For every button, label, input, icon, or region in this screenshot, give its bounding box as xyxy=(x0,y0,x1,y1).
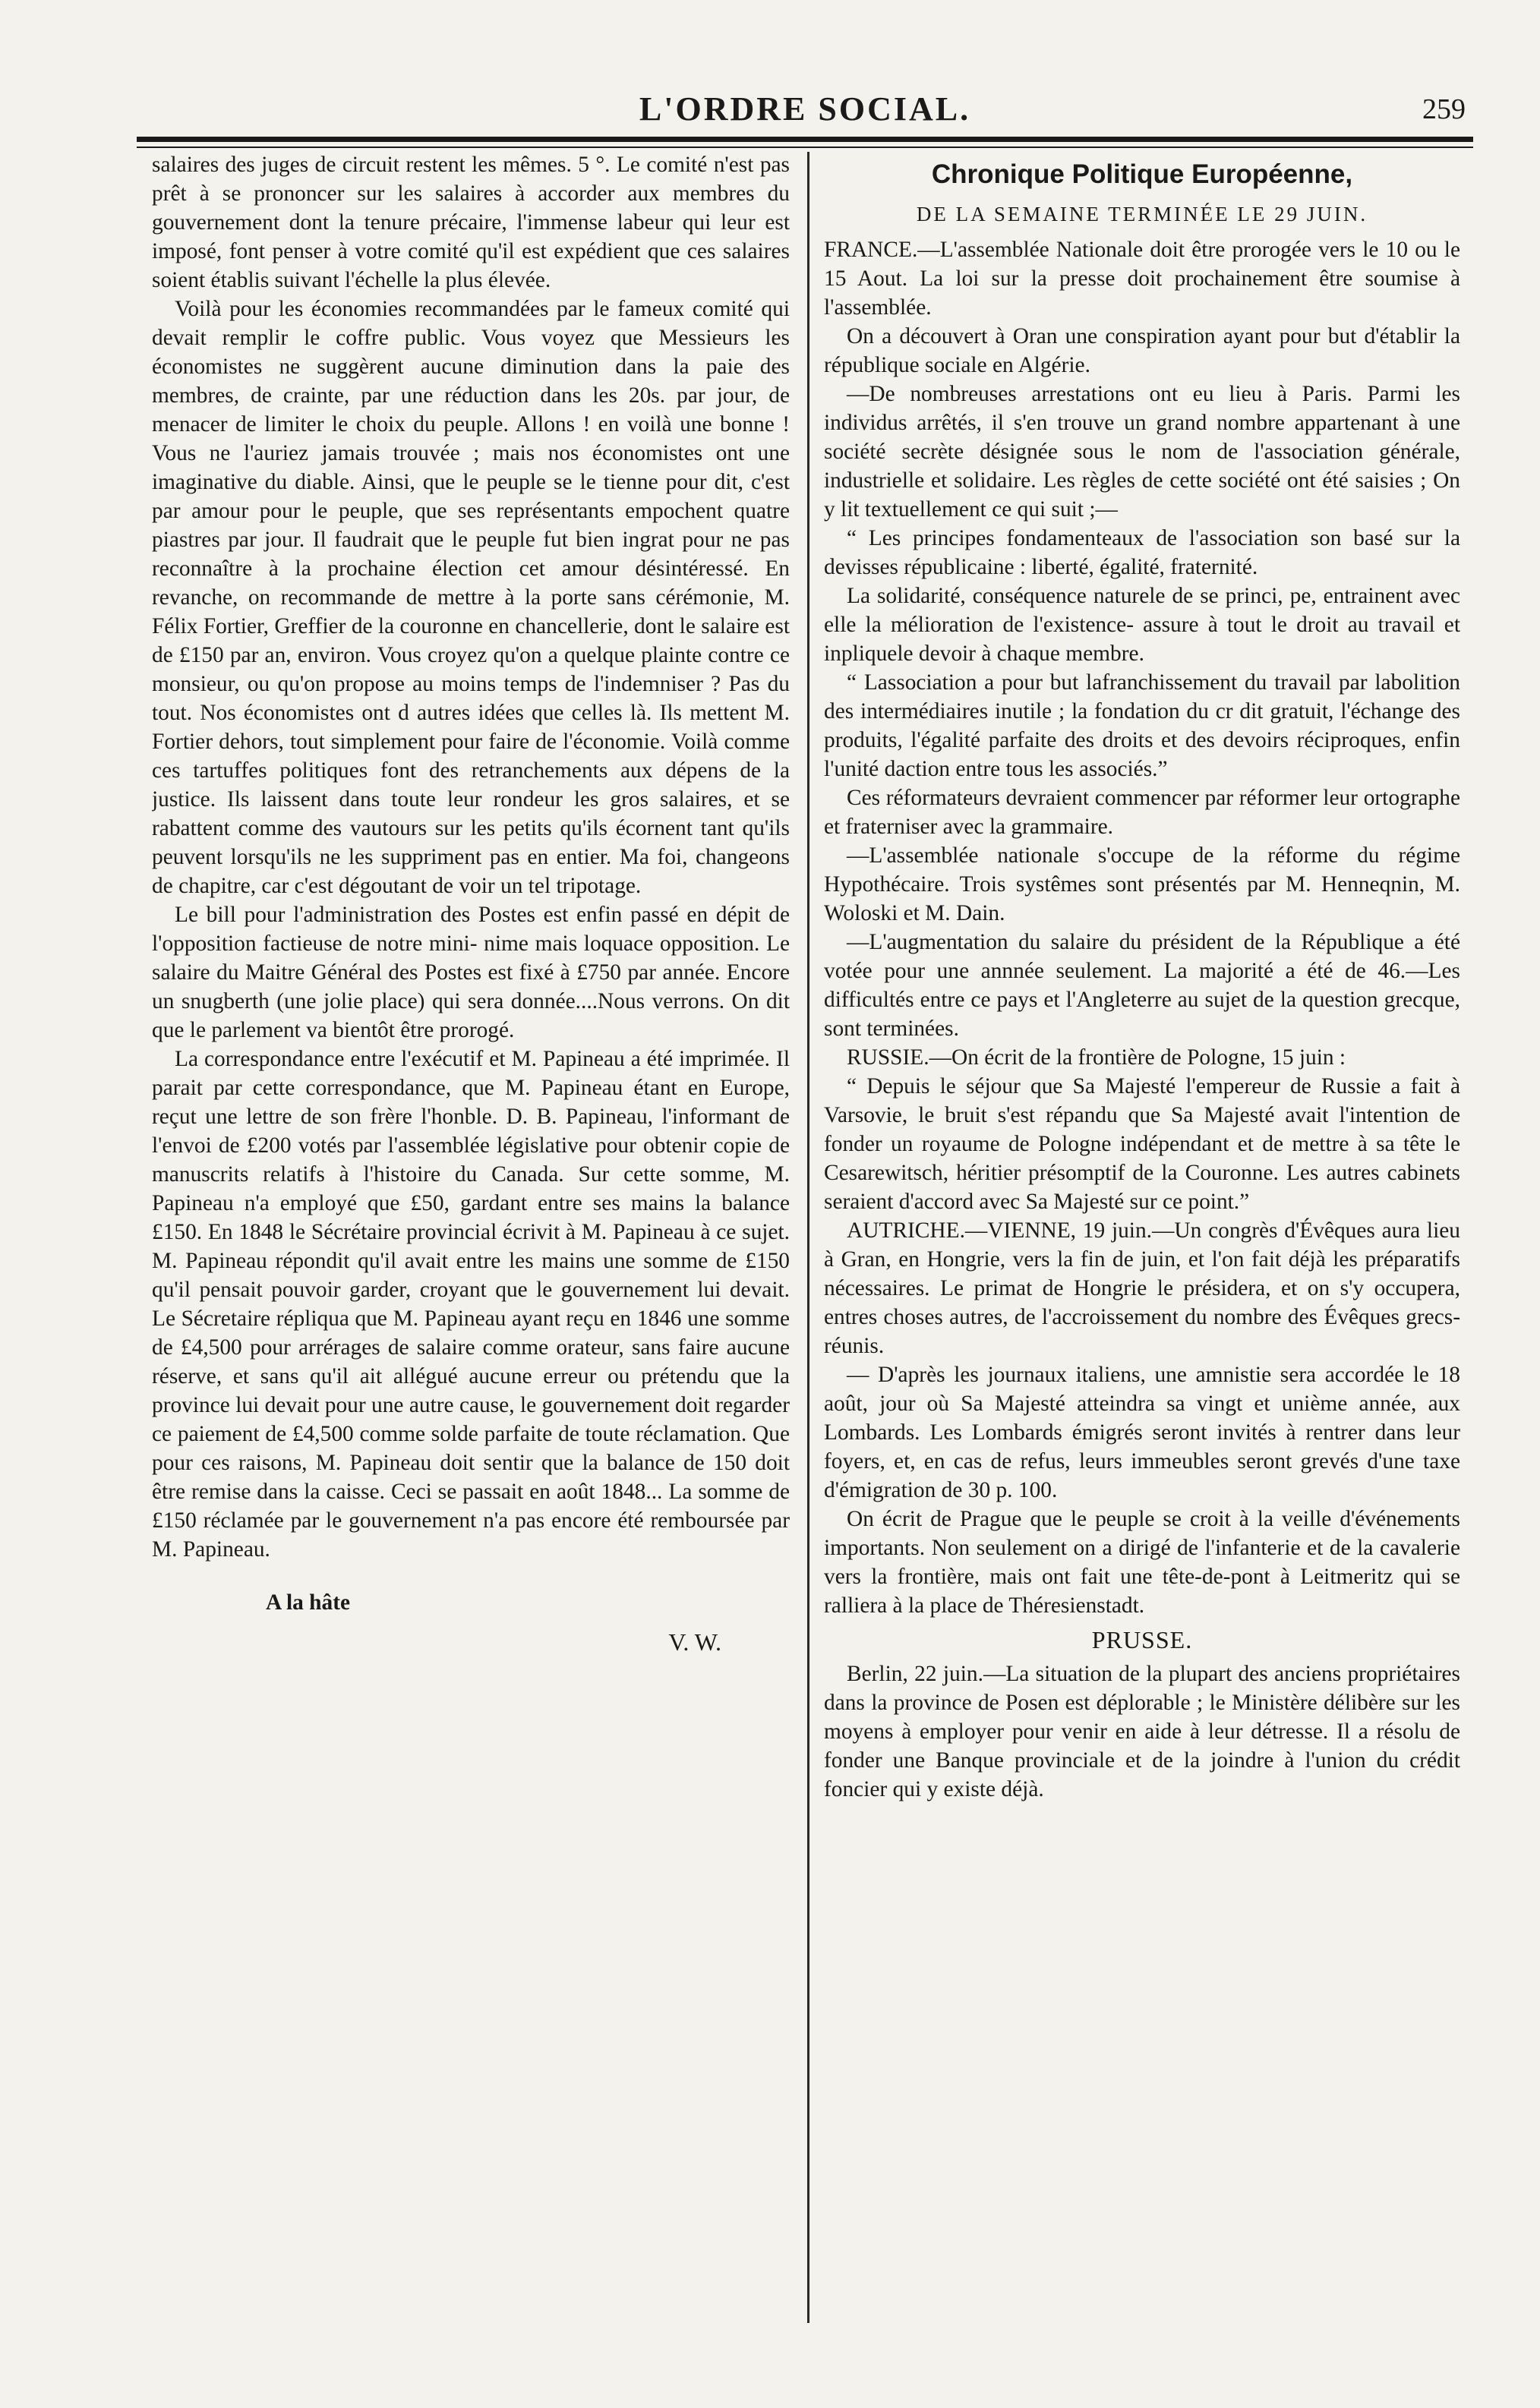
paragraph-france: Ces réformateurs devraient commencer par réformer leur ortographe et fraterniser avec la grammaire. xyxy=(824,786,1460,839)
paragraph-france: —De nombreuses arrestations ont eu lieu à Paris. Parmi les individus arrêtés, il s'en trouve un grand nombre appartenant à une société secrète désignée sous le nom de l'association générale, industrielle et solidaire. Les règles de cette société ont été saisies ; On y lit textuellement ce qui suit ;— xyxy=(824,382,1460,522)
paragraph-autriche: On écrit de Prague que le peuple se croit à la veille d'événements importants. Non seulement on a dirigé de l'infanterie et de la cavalerie vers la frontière, mais ont fait une tête-de-pont à Leitmeritz qui se ralliera à la place de Théresienstadt. xyxy=(824,1507,1460,1618)
paragraph: La correspondance entre l'exécutif et M. Papineau a été imprimée. Il parait par cette correspondance, que M. Papineau étant en Europe, reçut une lettre de son frère l'honble. D. B. Papineau, l'informant de l'envoi de £200 votés par l'assemblée législative pour obtenir copie de manuscrits relatifs à l'histoire du Canada. Sur cette somme, M. Papineau n'a employé que £50, gardant entre ses mains la balance £150. En 1848 le Sécrétaire provincial écrivit à M. Papineau à ce sujet. M. Papineau répondit qu'il avait entre les mains une somme de £150 qu'il pensait pouvoir garder, croyant que le gouvernement lui devait. Le Sécretaire répliqua que M. Papineau ayant reçu en 1846 une somme de £4,500 pour arrérages de salaire comme orateur, sans faire aucune réserve, et sans qu'il ait allégué aucune erreur ou prétendu que la province lui devait pour une autre cause, le gouvernement doit regarder ce paiement de £4,500 comme solde parfaite de toute réclamation. Que pour ces raisons, M. Papineau doit sentir que la balance de 150 doit être remise dans la caisse. Ceci se passait en août 1848... La somme de £150 réclamée par le gouvernement n'a pas encore été remboursée par M. Papineau. xyxy=(152,1047,790,1562)
paragraph: Le bill pour l'administration des Postes est enfin passé en dépit de l'opposition factieuse de notre mini- nime mais loquace opposition. Le salaire du Maitre Général des Postes est fixé à £750 par année. Encore un snugberth (une jolie place) qui sera donnée....Nous verrons. On dit que le parlement va bientôt être prorogé. xyxy=(152,903,790,1042)
paragraph-autriche: AUTRICHE.—VIENNE, 19 juin.—Un congrès d'Évêques aura lieu à Gran, en Hongrie, vers la fin de juin, et l'on fait déjà les préparatifs nécessaires. Le primat de Hongrie le présidera, et on s'y occupera, entres choses autres, de l'accroissement du nombre des Évêques grecs-réunis. xyxy=(824,1218,1460,1358)
page-header xyxy=(144,90,1466,137)
paragraph-france: FRANCE.—L'assemblée Nationale doit être prorogée vers le 10 ou le 15 Aout. La loi sur la presse doit prochainement être soumise à l'assemblée. xyxy=(824,238,1460,320)
header-rule-thick xyxy=(137,137,1473,142)
paragraph-russie: “ Depuis le séjour que Sa Majesté l'empereur de Russie a fait à Varsovie, le bruit s'est répandu que Sa Majesté avait l'intention de fonder un royaume de Pologne indépendant et de mettre à sa tête le Cesarewitsch, héritier présomptif de la Couronne. Les autres cabinets seraient d'accord avec Sa Majesté sur ce point.” xyxy=(824,1074,1460,1214)
chronicle-title: Chronique Politique Européenne, xyxy=(931,159,1353,189)
paragraph-russie: RUSSIE.—On écrit de la frontière de Pologne, 15 juin : xyxy=(847,1045,1346,1070)
paragraph-autriche: — D'après les journaux italiens, une amnistie sera accordée le 18 août, jour où Sa Majesté atteindra sa vingt et unième année, aux Lombards. Les Lombards émigrés seront invités à rentrer dans leur foyers, et, en cas de refus, leurs immeubles seront grevés d'une taxe d'émigration de 30 p. 100. xyxy=(824,1363,1460,1502)
paragraph-france: “ Lassociation a pour but lafranchissement du travail par labolition des intermédiaires inutile ; la fondation du cr dit gratuit, l'échange des produits, l'égalité parfaite des droits et des devoirs réciproques, enfin l'unité daction entre tous les associés.” xyxy=(824,670,1460,781)
paragraph-france: —L'augmentation du salaire du président de la République a été votée pour une annnée seulement. La majorité a été de 46.—Les difficultés entre ce pays et l'Angleterre au sujet de la question grecque, sont terminées. xyxy=(824,930,1460,1041)
paragraph-france: La solidarité, conséquence naturele de se princi, pe, entrainent avec elle la mélioration de l'existence- assure à tout le droit au travail et inpliquele devoir à chaque membre. xyxy=(824,584,1460,666)
running-title: L'ORDRE SOCIAL. xyxy=(639,90,971,128)
right-column xyxy=(824,150,1460,2337)
paragraph-france: On a découvert à Oran une conspiration ayant pour but d'établir la république sociale en Algérie. xyxy=(824,324,1460,377)
paragraph-france: —L'assemblée nationale s'occupe de la réforme du régime Hypothécaire. Trois systêmes sont présentés par M. Henneqnin, M. Woloski et M. Dain. xyxy=(824,843,1460,925)
section-title-prusse: PRUSSE. xyxy=(1091,1626,1193,1653)
page-number: 259 xyxy=(1422,93,1466,125)
header-rule-thin xyxy=(137,147,1473,148)
chronicle-subtitle: DE LA SEMAINE TERMINÉE LE 29 JUIN. xyxy=(916,203,1368,225)
paragraph-prusse: Berlin, 22 juin.—La situation de la plupart des anciens propriétaires dans la province de Posen est déplorable ; le Ministère délibère sur les moyens à employer pour venir en aide à leur détresse. Il a résolu de fonder une Banque provinciale et de la joindre à l'union du crédit foncier qui y existe déjà. xyxy=(824,1662,1460,1801)
left-column xyxy=(152,150,790,2337)
paragraph: salaires des juges de circuit restent les mêmes. 5 °. Le comité n'est pas prêt à se prononcer sur les salaires à accorder aux membres du gouvernement dont la tenure précaire, l'immense labeur qui leur est imposé, font penser à votre comité qu'il est expédient que ces salaires soient établis suivant l'échelle la plus élevée. xyxy=(152,153,790,292)
paragraph: Voilà pour les économies recommandées par le fameux comité qui devait remplir le coffre public. Vous voyez que Messieurs les économistes ne suggèrent aucune diminution dans la paie des membres, de crainte, par une réduction dans les 20s. par jour, de menacer de limiter le choix du peuple. Allons ! en voilà une bonne ! Vous ne l'auriez jamais trouvée ; mais nos économistes ont une imaginative du diable. Ainsi, que le peuple se le tienne pour dit, c'est par amour pour le peuple, que ses représentants empochent quatre piastres par jour. Il faudrait que le peuple fut bien ingrat pour ne pas reconnaître à la prochaine élection cet amour désintéressé. En revanche, on recommande de mettre à la porte sans cérémonie, M. Félix Fortier, Greffier de la couronne en chancellerie, dont le salaire est de £150 par an, environ. Vous croyez qu'on a quelque plainte contre ce monsieur, ou qu'on propose au moins temps de l'indemniser ? Pas du tout. Nos économistes ont d autres idées que celles là. Ils mettent M. Fortier dehors, tout simplement pour faire de l'économie. Voilà comme ces tartuffes politiques font des retranchements aux dépens de la justice. Ils laissent dans toute leur rondeur les gros salaires, et se rabattent comme des vautours sur les petits qu'ils écornent tant qu'ils peuvent lorsqu'ils ne les suppriment pas en entier. Ma foi, changeons de chapitre, car c'est dégoutant de voir un tel tripotage. xyxy=(152,297,790,898)
signature: V. W. xyxy=(668,1628,721,1656)
column-divider xyxy=(807,152,809,2323)
closing-note: A la hâte xyxy=(266,1590,351,1615)
paragraph-france: “ Les principes fondamenteaux de l'association son basé sur la devisses républicaine : liberté, égalité, fraternité. xyxy=(824,526,1460,579)
